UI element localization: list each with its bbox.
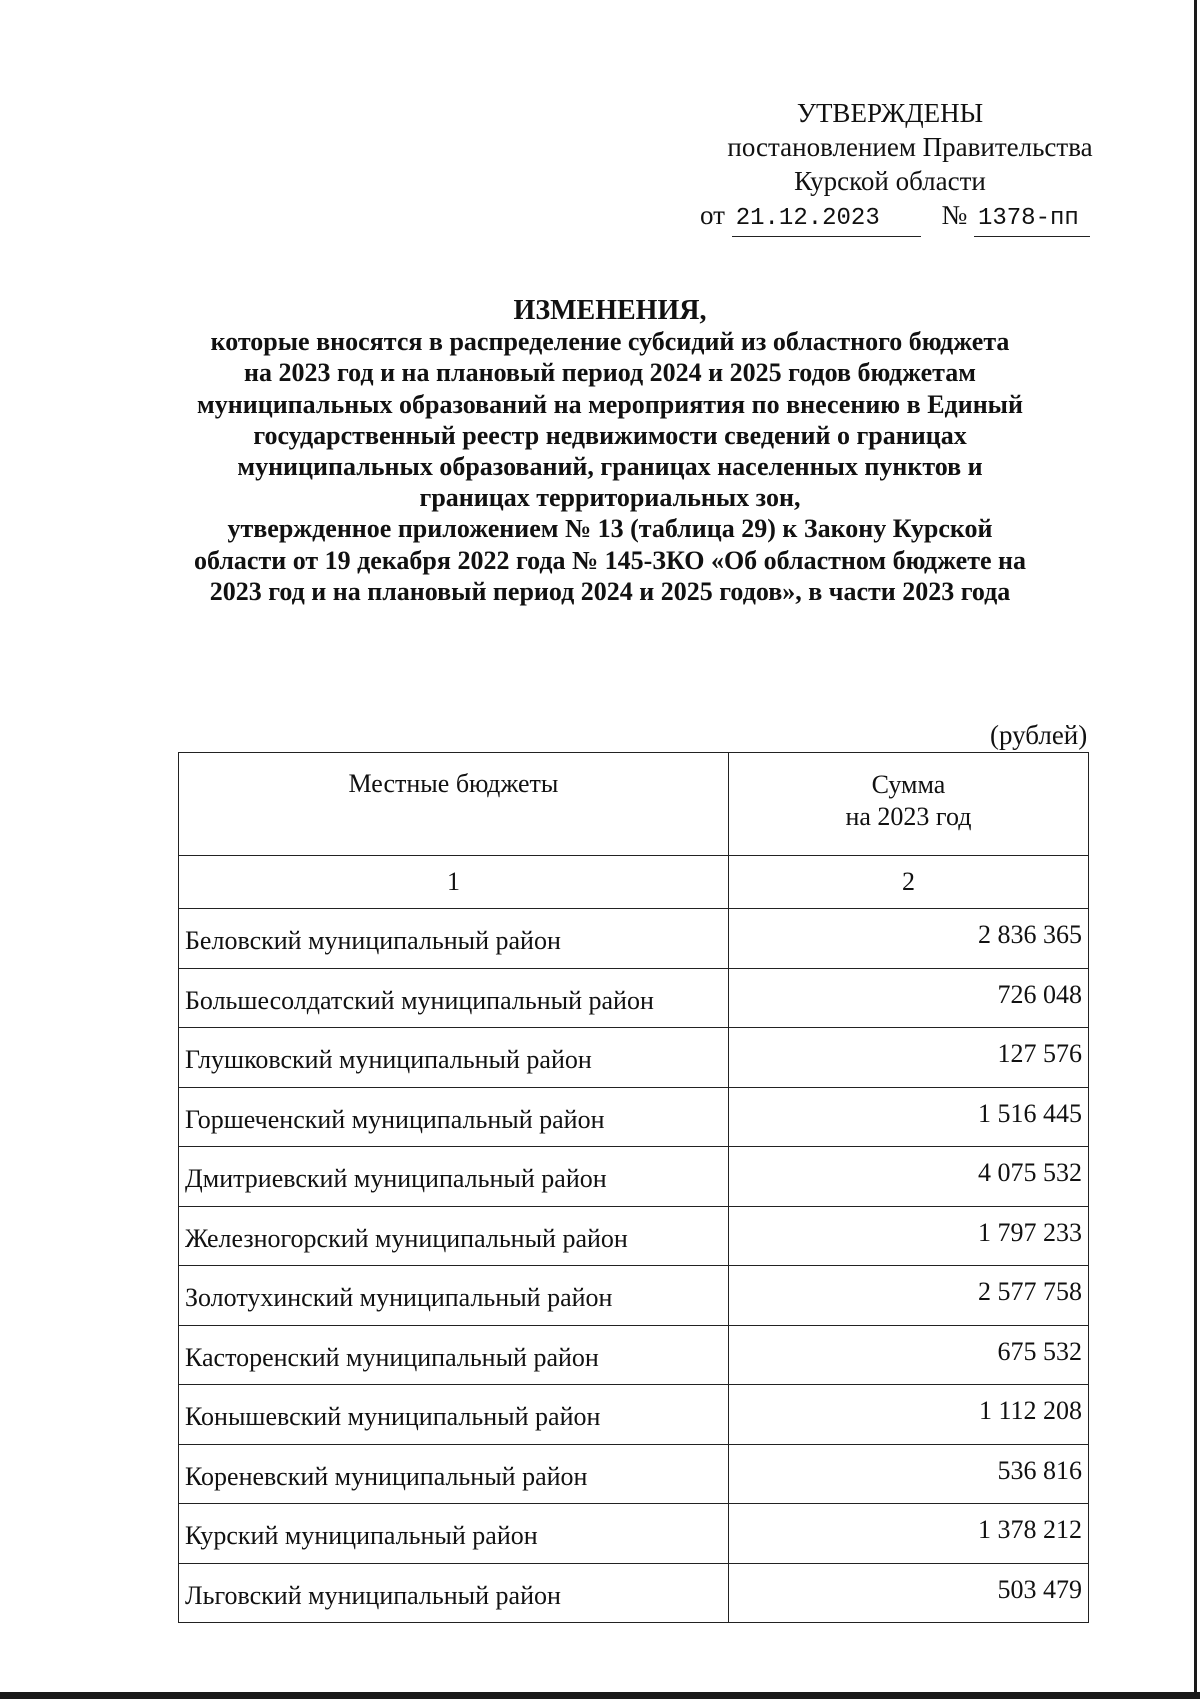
- district-name: Конышевский муниципальный район: [179, 1385, 729, 1445]
- scan-right-border: [1194, 0, 1197, 1699]
- district-amount: 2 577 758: [728, 1266, 1088, 1326]
- scan-bottom-border: [0, 1692, 1200, 1699]
- district-name: Золотухинский муниципальный район: [179, 1266, 729, 1326]
- district-name: Дмитриевский муниципальный район: [179, 1147, 729, 1207]
- table-row: [179, 1028, 1089, 1088]
- district-name: Железногорский муниципальный район: [179, 1206, 729, 1266]
- approval-date: 21.12.2023: [732, 202, 921, 237]
- approval-authority: постановлением Правительства: [727, 132, 1093, 162]
- approval-stamp: [640, 96, 1100, 237]
- district-name: Глушковский муниципальный район: [179, 1028, 729, 1088]
- heading-line: области от 19 декабря 2022 года № 145-ЗКО «Об областном бюджете на: [193, 545, 1026, 575]
- document-title: ИЗМЕНЕНИЯ,: [513, 295, 707, 326]
- table-row: [179, 1087, 1089, 1147]
- district-amount: 726 048: [728, 968, 1088, 1028]
- heading-line: утвержденное приложением № 13 (таблица 29) к Закону Курской: [227, 514, 993, 544]
- table-row: [179, 1563, 1089, 1623]
- district-amount: 127 576: [728, 1028, 1088, 1088]
- table-row: [179, 1147, 1089, 1207]
- column-number-row: [179, 856, 1089, 909]
- district-name: Кореневский муниципальный район: [179, 1444, 729, 1504]
- table-row: [179, 1504, 1089, 1564]
- document-heading: [160, 295, 1060, 607]
- table-header-row: [179, 753, 1089, 856]
- table-row: [179, 1325, 1089, 1385]
- district-amount: 675 532: [728, 1325, 1088, 1385]
- heading-line: 2023 год и на плановый период 2024 и 2025 годов», в части 2023 года: [209, 576, 1011, 606]
- header-amount: [728, 753, 1088, 856]
- header-amount-line2: на 2023 год: [845, 802, 972, 831]
- table-row: [179, 909, 1089, 969]
- heading-line: которые вносятся в распределение субсидий из областного бюджета: [210, 327, 1010, 357]
- district-amount: 1 378 212: [728, 1504, 1088, 1564]
- district-amount: 503 479: [728, 1563, 1088, 1623]
- approval-region: Курской области: [794, 166, 986, 196]
- district-name: Большесолдатский муниципальный район: [179, 968, 729, 1028]
- table-row: [179, 1206, 1089, 1266]
- header-local-budgets: Местные бюджеты: [179, 753, 729, 856]
- table-row: [179, 1444, 1089, 1504]
- table-row: [179, 1385, 1089, 1445]
- heading-line: муниципальных образований на мероприятия по внесению в Единый: [197, 389, 1023, 419]
- district-name: Касторенский муниципальный район: [179, 1325, 729, 1385]
- column-number-1: 1: [179, 856, 729, 909]
- district-name: Беловский муниципальный район: [179, 909, 729, 969]
- heading-line: на 2023 год и на плановый период 2024 и 2025 годов бюджетам: [244, 358, 976, 388]
- budget-table: [178, 752, 1089, 1623]
- number-prefix: №: [941, 200, 968, 230]
- heading-line: границах территориальных зон,: [419, 483, 801, 513]
- column-number-2: 2: [728, 856, 1088, 909]
- header-amount-line1: Сумма: [871, 770, 946, 799]
- district-name: Курский муниципальный район: [179, 1504, 729, 1564]
- heading-line: муниципальных образований, границах населенных пунктов и: [237, 452, 983, 482]
- approval-number: 1378-пп: [974, 202, 1090, 237]
- approval-title: УТВЕРЖДЕНЫ: [796, 98, 984, 128]
- unit-label: (рублей): [990, 720, 1088, 750]
- district-amount: 1 516 445: [728, 1087, 1088, 1147]
- date-prefix: от: [700, 200, 725, 230]
- district-name: Горшеченский муниципальный район: [179, 1087, 729, 1147]
- district-amount: 1 112 208: [728, 1385, 1088, 1445]
- heading-line: государственный реестр недвижимости сведений о границах: [253, 420, 967, 450]
- district-name: Льговский муниципальный район: [179, 1563, 729, 1623]
- district-amount: 536 816: [728, 1444, 1088, 1504]
- district-amount: 2 836 365: [728, 909, 1088, 969]
- district-amount: 1 797 233: [728, 1206, 1088, 1266]
- approval-date-row: [640, 198, 1100, 237]
- district-amount: 4 075 532: [728, 1147, 1088, 1207]
- table-row: [179, 1266, 1089, 1326]
- table-row: [179, 968, 1089, 1028]
